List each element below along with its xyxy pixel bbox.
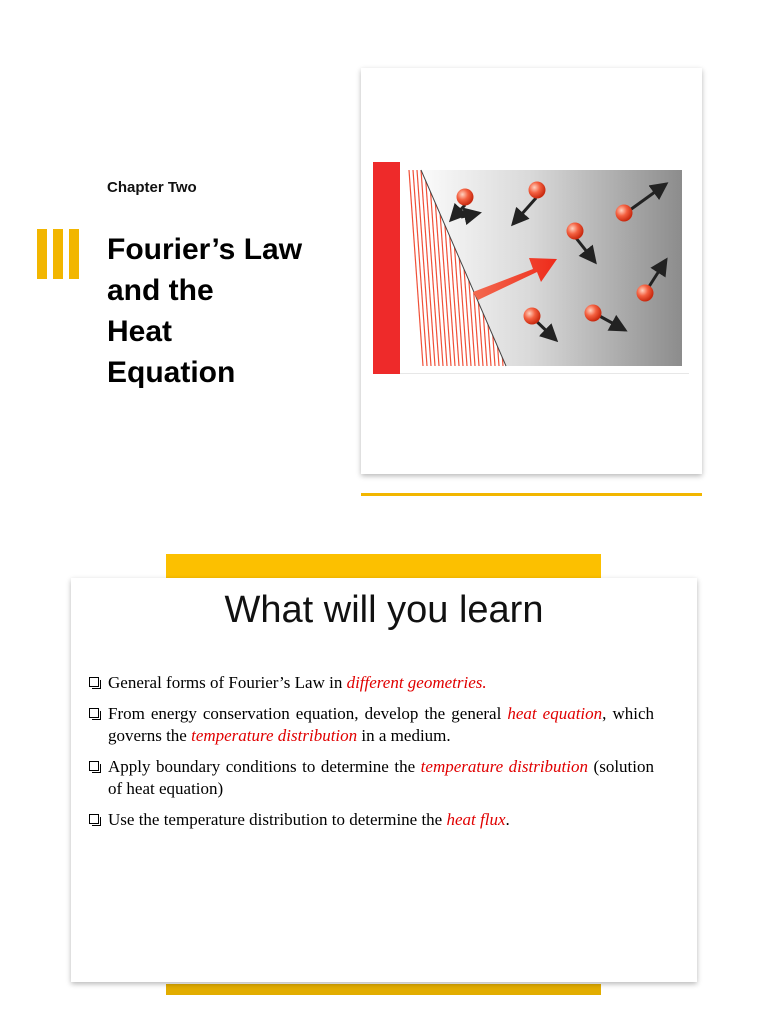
accent-bar-top [166, 554, 601, 578]
particle [529, 182, 546, 199]
learning-objectives-card [71, 578, 697, 982]
hot-wall [373, 162, 400, 374]
checkbox-bullet-icon [89, 814, 99, 824]
checkbox-bullet-icon [89, 677, 99, 687]
chapter-title [107, 229, 347, 393]
list-item: From energy conservation equation, develop the general heat equation, which governs the temperature distribution in a medium. [88, 703, 654, 747]
accent-bar-bottom [166, 984, 601, 995]
list-item: Apply boundary conditions to determine the temperature distribution (solution of heat equation) [88, 756, 654, 800]
illustration-card [361, 68, 702, 474]
checkbox-bullet-icon [89, 761, 99, 771]
title-line-4: Equation [107, 356, 236, 389]
slide-heading: What will you learn [224, 589, 544, 631]
checkbox-bullet-icon [89, 708, 99, 718]
particle [524, 308, 541, 325]
objectives-list [88, 672, 654, 840]
list-item: General forms of Fourier’s Law in different geometries. [88, 672, 654, 694]
accent-bars [37, 229, 79, 279]
particle [567, 223, 584, 240]
particle [616, 205, 633, 222]
particle [585, 305, 602, 322]
title-line-2: and the [107, 274, 214, 307]
accent-underline [361, 493, 702, 496]
title-line-1: Fourier’s Law [107, 233, 303, 266]
heat-conduction-illustration [373, 162, 693, 374]
chapter-label: Chapter Two [107, 179, 197, 196]
particle [637, 285, 654, 302]
list-item: Use the temperature distribution to determine the heat flux. [88, 809, 654, 831]
particle [457, 189, 474, 206]
title-line-3: Heat [107, 315, 173, 348]
